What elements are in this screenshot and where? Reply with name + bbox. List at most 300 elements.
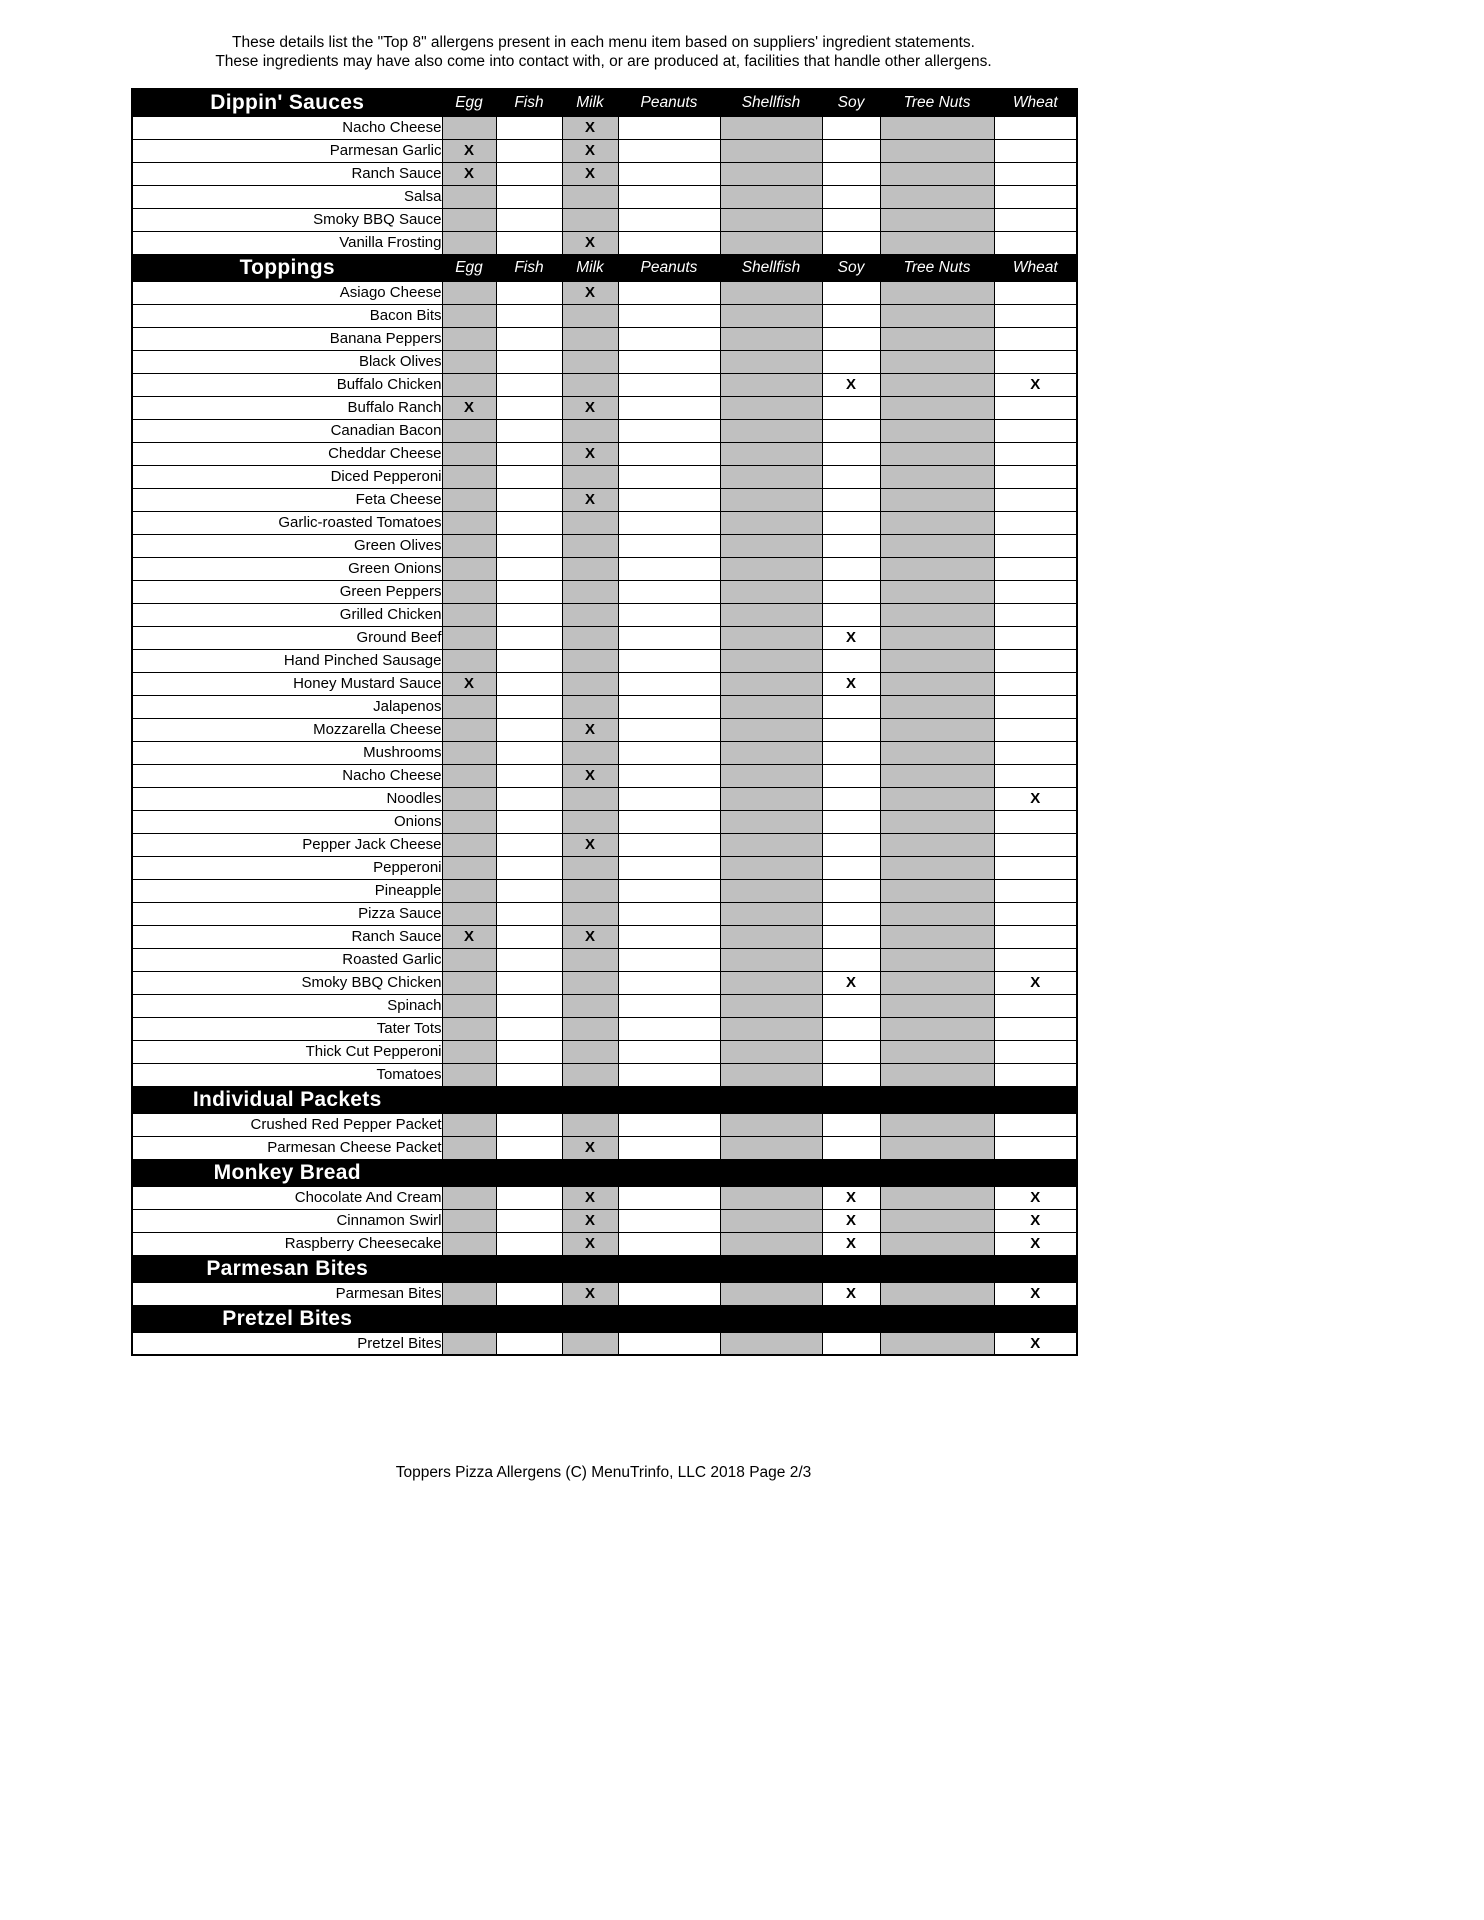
allergen-mark-milk	[562, 672, 618, 695]
allergen-mark-wheat	[994, 185, 1077, 208]
allergen-mark-shellfish	[720, 304, 822, 327]
allergen-mark-milk	[562, 1063, 618, 1086]
allergen-mark-shellfish	[720, 116, 822, 139]
allergen-mark-egg	[442, 465, 496, 488]
allergen-mark-egg	[442, 902, 496, 925]
allergen-mark-wheat	[994, 948, 1077, 971]
allergen-mark-milk: X	[562, 116, 618, 139]
item-row	[132, 1063, 1077, 1086]
item-row	[132, 465, 1077, 488]
allergen-mark-soy: X	[822, 971, 880, 994]
allergen-mark-peanuts	[618, 649, 720, 672]
allergen-mark-soy	[822, 557, 880, 580]
allergen-mark-peanuts	[618, 810, 720, 833]
allergen-mark-tree-nuts	[880, 116, 994, 139]
allergen-mark-fish	[496, 603, 562, 626]
allergen-mark-egg	[442, 879, 496, 902]
item-row	[132, 139, 1077, 162]
allergen-mark-milk	[562, 971, 618, 994]
allergen-mark-fish	[496, 139, 562, 162]
allergen-mark-soy	[822, 442, 880, 465]
item-row	[132, 116, 1077, 139]
allergen-mark-fish	[496, 1209, 562, 1232]
allergen-mark-fish	[496, 971, 562, 994]
allergen-mark-egg: X	[442, 396, 496, 419]
allergen-mark-fish	[496, 162, 562, 185]
allergen-mark-soy	[822, 718, 880, 741]
allergen-mark-shellfish	[720, 1040, 822, 1063]
item-name: Buffalo Chicken	[132, 373, 442, 396]
item-row	[132, 902, 1077, 925]
allergen-mark-egg	[442, 327, 496, 350]
allergen-mark-peanuts	[618, 1332, 720, 1355]
allergen-column-label	[880, 1255, 994, 1282]
allergen-mark-milk	[562, 810, 618, 833]
allergen-mark-fish	[496, 695, 562, 718]
allergen-mark-milk: X	[562, 925, 618, 948]
allergen-mark-fish	[496, 1332, 562, 1355]
item-row	[132, 373, 1077, 396]
allergen-mark-soy	[822, 994, 880, 1017]
item-name: Parmesan Cheese Packet	[132, 1136, 442, 1159]
allergen-mark-shellfish	[720, 948, 822, 971]
item-row	[132, 304, 1077, 327]
allergen-column-label	[880, 1305, 994, 1332]
allergen-column-label	[994, 1159, 1077, 1186]
item-name: Chocolate And Cream	[132, 1186, 442, 1209]
item-row	[132, 1282, 1077, 1305]
allergen-mark-milk: X	[562, 231, 618, 254]
allergen-mark-tree-nuts	[880, 672, 994, 695]
allergen-mark-wheat	[994, 419, 1077, 442]
allergen-mark-fish	[496, 185, 562, 208]
item-row	[132, 833, 1077, 856]
allergen-mark-soy	[822, 185, 880, 208]
allergen-mark-milk	[562, 948, 618, 971]
allergen-column-label: Wheat	[994, 89, 1077, 116]
allergen-mark-shellfish	[720, 350, 822, 373]
allergen-mark-shellfish	[720, 162, 822, 185]
allergen-mark-wheat	[994, 879, 1077, 902]
allergen-mark-milk	[562, 1113, 618, 1136]
item-name: Nacho Cheese	[132, 764, 442, 787]
allergen-mark-milk	[562, 557, 618, 580]
allergen-mark-shellfish	[720, 1332, 822, 1355]
allergen-mark-egg	[442, 373, 496, 396]
allergen-mark-milk	[562, 373, 618, 396]
allergen-mark-shellfish	[720, 139, 822, 162]
allergen-mark-soy	[822, 465, 880, 488]
allergen-mark-fish	[496, 327, 562, 350]
section-title: Parmesan Bites	[132, 1255, 442, 1282]
item-name: Tomatoes	[132, 1063, 442, 1086]
allergen-mark-tree-nuts	[880, 1282, 994, 1305]
allergen-mark-fish	[496, 1017, 562, 1040]
allergen-mark-tree-nuts	[880, 833, 994, 856]
allergen-mark-peanuts	[618, 1232, 720, 1255]
item-name: Vanilla Frosting	[132, 231, 442, 254]
allergen-mark-tree-nuts	[880, 396, 994, 419]
item-name: Feta Cheese	[132, 488, 442, 511]
allergen-mark-wheat	[994, 327, 1077, 350]
allergen-mark-egg	[442, 208, 496, 231]
allergen-mark-wheat	[994, 856, 1077, 879]
allergen-mark-shellfish	[720, 833, 822, 856]
allergen-column-label: Milk	[562, 254, 618, 281]
allergen-mark-egg	[442, 718, 496, 741]
item-row	[132, 488, 1077, 511]
allergen-mark-soy	[822, 856, 880, 879]
allergen-mark-milk: X	[562, 162, 618, 185]
allergen-column-label	[442, 1255, 496, 1282]
allergen-mark-shellfish	[720, 626, 822, 649]
allergen-column-label	[822, 1305, 880, 1332]
allergen-mark-wheat	[994, 1113, 1077, 1136]
allergen-mark-soy: X	[822, 1186, 880, 1209]
allergen-mark-peanuts	[618, 116, 720, 139]
item-row	[132, 327, 1077, 350]
allergen-mark-shellfish	[720, 971, 822, 994]
item-row	[132, 626, 1077, 649]
allergen-mark-peanuts	[618, 231, 720, 254]
item-row	[132, 741, 1077, 764]
allergen-mark-shellfish	[720, 281, 822, 304]
allergen-mark-soy	[822, 741, 880, 764]
allergen-mark-shellfish	[720, 1063, 822, 1086]
item-name: Raspberry Cheesecake	[132, 1232, 442, 1255]
item-name: Pretzel Bites	[132, 1332, 442, 1355]
item-name: Green Onions	[132, 557, 442, 580]
item-name: Ground Beef	[132, 626, 442, 649]
allergen-mark-fish	[496, 741, 562, 764]
section-header-row	[132, 1255, 1077, 1282]
item-name: Pepper Jack Cheese	[132, 833, 442, 856]
allergen-mark-shellfish	[720, 185, 822, 208]
allergen-mark-tree-nuts	[880, 649, 994, 672]
item-name: Honey Mustard Sauce	[132, 672, 442, 695]
allergen-mark-tree-nuts	[880, 787, 994, 810]
allergen-mark-milk	[562, 856, 618, 879]
allergen-column-label	[496, 1305, 562, 1332]
allergen-mark-egg	[442, 1209, 496, 1232]
allergen-mark-wheat	[994, 626, 1077, 649]
item-row	[132, 718, 1077, 741]
allergen-mark-peanuts	[618, 373, 720, 396]
allergen-mark-fish	[496, 1063, 562, 1086]
allergen-mark-egg	[442, 1186, 496, 1209]
allergen-mark-peanuts	[618, 672, 720, 695]
allergen-mark-tree-nuts	[880, 557, 994, 580]
allergen-mark-shellfish	[720, 511, 822, 534]
item-row	[132, 925, 1077, 948]
allergen-mark-shellfish	[720, 465, 822, 488]
item-name: Spinach	[132, 994, 442, 1017]
item-name: Black Olives	[132, 350, 442, 373]
allergen-mark-milk: X	[562, 396, 618, 419]
page-footer: Toppers Pizza Allergens (C) MenuTrinfo, LLC 2018 Page 2/3	[395, 1464, 812, 1481]
allergen-mark-fish	[496, 1282, 562, 1305]
allergen-mark-milk	[562, 879, 618, 902]
section-title: Dippin' Sauces	[132, 89, 442, 116]
item-name: Smoky BBQ Chicken	[132, 971, 442, 994]
allergen-column-label: Fish	[496, 89, 562, 116]
allergen-mark-tree-nuts	[880, 1186, 994, 1209]
item-row	[132, 971, 1077, 994]
allergen-mark-soy	[822, 879, 880, 902]
allergen-mark-fish	[496, 465, 562, 488]
allergen-mark-milk: X	[562, 1232, 618, 1255]
allergen-column-label: Egg	[442, 89, 496, 116]
allergen-mark-fish	[496, 810, 562, 833]
allergen-mark-peanuts	[618, 1136, 720, 1159]
allergen-mark-wheat	[994, 511, 1077, 534]
allergen-mark-fish	[496, 649, 562, 672]
allergen-column-label	[442, 1159, 496, 1186]
allergen-mark-wheat: X	[994, 1282, 1077, 1305]
item-name: Green Peppers	[132, 580, 442, 603]
allergen-mark-wheat	[994, 396, 1077, 419]
allergen-mark-milk: X	[562, 1136, 618, 1159]
item-row	[132, 994, 1077, 1017]
allergen-mark-peanuts	[618, 603, 720, 626]
allergen-mark-milk	[562, 787, 618, 810]
allergen-column-label	[720, 1159, 822, 1186]
allergen-mark-shellfish	[720, 1113, 822, 1136]
allergen-mark-soy	[822, 649, 880, 672]
item-name: Ranch Sauce	[132, 162, 442, 185]
item-name: Banana Peppers	[132, 327, 442, 350]
item-row	[132, 1136, 1077, 1159]
allergen-mark-soy	[822, 162, 880, 185]
allergen-mark-milk	[562, 994, 618, 1017]
allergen-column-label: Milk	[562, 89, 618, 116]
allergen-column-label: Soy	[822, 254, 880, 281]
allergen-mark-peanuts	[618, 741, 720, 764]
item-row	[132, 787, 1077, 810]
allergen-mark-fish	[496, 948, 562, 971]
allergen-mark-fish	[496, 231, 562, 254]
item-name: Jalapenos	[132, 695, 442, 718]
item-row	[132, 1113, 1077, 1136]
allergen-mark-peanuts	[618, 1186, 720, 1209]
allergen-mark-soy: X	[822, 1209, 880, 1232]
allergen-mark-wheat: X	[994, 1209, 1077, 1232]
item-name: Canadian Bacon	[132, 419, 442, 442]
allergen-column-label: Egg	[442, 254, 496, 281]
allergen-mark-wheat	[994, 231, 1077, 254]
allergen-mark-tree-nuts	[880, 231, 994, 254]
allergen-table	[131, 88, 1078, 1356]
item-row	[132, 948, 1077, 971]
allergen-mark-tree-nuts	[880, 695, 994, 718]
allergen-mark-soy	[822, 1136, 880, 1159]
allergen-mark-soy	[822, 208, 880, 231]
allergen-mark-tree-nuts	[880, 1136, 994, 1159]
allergen-mark-tree-nuts	[880, 856, 994, 879]
item-row	[132, 185, 1077, 208]
allergen-mark-peanuts	[618, 580, 720, 603]
allergen-mark-wheat	[994, 162, 1077, 185]
allergen-mark-fish	[496, 1136, 562, 1159]
section-header-row	[132, 1305, 1077, 1332]
item-row	[132, 396, 1077, 419]
allergen-mark-fish	[496, 787, 562, 810]
allergen-mark-egg	[442, 948, 496, 971]
item-name: Pizza Sauce	[132, 902, 442, 925]
allergen-column-label	[994, 1305, 1077, 1332]
allergen-mark-peanuts	[618, 626, 720, 649]
allergen-mark-tree-nuts	[880, 534, 994, 557]
allergen-mark-wheat: X	[994, 373, 1077, 396]
allergen-mark-shellfish	[720, 603, 822, 626]
allergen-mark-wheat	[994, 488, 1077, 511]
item-name: Noodles	[132, 787, 442, 810]
allergen-mark-fish	[496, 350, 562, 373]
item-name: Tater Tots	[132, 1017, 442, 1040]
allergen-mark-milk	[562, 580, 618, 603]
allergen-mark-tree-nuts	[880, 810, 994, 833]
allergen-mark-fish	[496, 419, 562, 442]
allergen-mark-soy	[822, 396, 880, 419]
allergen-column-label	[822, 1086, 880, 1113]
allergen-mark-soy	[822, 231, 880, 254]
allergen-mark-milk	[562, 304, 618, 327]
allergen-mark-tree-nuts	[880, 1040, 994, 1063]
allergen-mark-egg	[442, 231, 496, 254]
allergen-mark-shellfish	[720, 695, 822, 718]
allergen-mark-wheat	[994, 764, 1077, 787]
allergen-column-label: Fish	[496, 254, 562, 281]
allergen-mark-egg	[442, 488, 496, 511]
allergen-mark-peanuts	[618, 994, 720, 1017]
allergen-mark-wheat	[994, 833, 1077, 856]
allergen-mark-milk: X	[562, 139, 618, 162]
allergen-column-label	[496, 1255, 562, 1282]
allergen-mark-egg: X	[442, 162, 496, 185]
allergen-mark-tree-nuts	[880, 419, 994, 442]
allergen-mark-shellfish	[720, 1186, 822, 1209]
allergen-mark-wheat	[994, 557, 1077, 580]
allergen-mark-soy	[822, 925, 880, 948]
item-row	[132, 1232, 1077, 1255]
allergen-mark-tree-nuts	[880, 879, 994, 902]
allergen-mark-wheat	[994, 695, 1077, 718]
section-title: Toppings	[132, 254, 442, 281]
allergen-mark-tree-nuts	[880, 1017, 994, 1040]
allergen-mark-peanuts	[618, 1282, 720, 1305]
allergen-mark-fish	[496, 856, 562, 879]
allergen-column-label	[496, 1086, 562, 1113]
allergen-mark-tree-nuts	[880, 1232, 994, 1255]
allergen-mark-milk	[562, 741, 618, 764]
section-title: Monkey Bread	[132, 1159, 442, 1186]
allergen-mark-soy	[822, 327, 880, 350]
allergen-mark-shellfish	[720, 810, 822, 833]
item-row	[132, 580, 1077, 603]
allergen-mark-fish	[496, 488, 562, 511]
allergen-mark-wheat	[994, 649, 1077, 672]
item-name: Pineapple	[132, 879, 442, 902]
allergen-mark-egg	[442, 1232, 496, 1255]
allergen-mark-fish	[496, 1186, 562, 1209]
allergen-mark-soy: X	[822, 1282, 880, 1305]
allergen-mark-peanuts	[618, 185, 720, 208]
allergen-column-label	[822, 1159, 880, 1186]
allergen-column-label	[822, 1255, 880, 1282]
allergen-mark-fish	[496, 1232, 562, 1255]
allergen-mark-egg	[442, 994, 496, 1017]
item-row	[132, 810, 1077, 833]
allergen-mark-milk: X	[562, 833, 618, 856]
allergen-mark-tree-nuts	[880, 139, 994, 162]
allergen-mark-shellfish	[720, 327, 822, 350]
allergen-mark-wheat	[994, 465, 1077, 488]
allergen-mark-tree-nuts	[880, 580, 994, 603]
allergen-mark-peanuts	[618, 1040, 720, 1063]
allergen-mark-fish	[496, 208, 562, 231]
allergen-mark-fish	[496, 626, 562, 649]
item-row	[132, 442, 1077, 465]
allergen-mark-fish	[496, 833, 562, 856]
allergen-mark-egg	[442, 1113, 496, 1136]
allergen-column-label	[618, 1305, 720, 1332]
allergen-mark-wheat	[994, 116, 1077, 139]
allergen-column-label	[496, 1159, 562, 1186]
item-row	[132, 208, 1077, 231]
allergen-mark-wheat: X	[994, 1186, 1077, 1209]
allergen-mark-egg	[442, 856, 496, 879]
allergen-mark-soy	[822, 1017, 880, 1040]
intro-text	[131, 33, 1076, 71]
allergen-mark-peanuts	[618, 396, 720, 419]
allergen-mark-wheat	[994, 442, 1077, 465]
allergen-mark-shellfish	[720, 488, 822, 511]
allergen-mark-wheat	[994, 672, 1077, 695]
allergen-mark-peanuts	[618, 971, 720, 994]
allergen-mark-milk: X	[562, 281, 618, 304]
allergen-mark-fish	[496, 1040, 562, 1063]
allergen-mark-peanuts	[618, 442, 720, 465]
allergen-mark-fish	[496, 281, 562, 304]
allergen-mark-soy	[822, 281, 880, 304]
allergen-mark-milk: X	[562, 764, 618, 787]
allergen-mark-milk	[562, 626, 618, 649]
allergen-mark-tree-nuts	[880, 902, 994, 925]
allergen-mark-peanuts	[618, 948, 720, 971]
item-name: Grilled Chicken	[132, 603, 442, 626]
allergen-mark-egg	[442, 810, 496, 833]
allergen-mark-milk	[562, 1017, 618, 1040]
allergen-mark-peanuts	[618, 557, 720, 580]
allergen-mark-tree-nuts	[880, 488, 994, 511]
allergen-column-label	[880, 1086, 994, 1113]
item-name: Salsa	[132, 185, 442, 208]
allergen-mark-shellfish	[720, 764, 822, 787]
allergen-mark-soy	[822, 810, 880, 833]
allergen-mark-soy	[822, 833, 880, 856]
item-row	[132, 1332, 1077, 1355]
allergen-mark-wheat	[994, 580, 1077, 603]
allergen-column-label: Shellfish	[720, 89, 822, 116]
allergen-mark-peanuts	[618, 1113, 720, 1136]
allergen-mark-wheat	[994, 139, 1077, 162]
allergen-mark-milk	[562, 511, 618, 534]
item-row	[132, 511, 1077, 534]
allergen-mark-milk	[562, 327, 618, 350]
allergen-mark-fish	[496, 442, 562, 465]
allergen-mark-tree-nuts	[880, 1332, 994, 1355]
allergen-mark-soy	[822, 580, 880, 603]
